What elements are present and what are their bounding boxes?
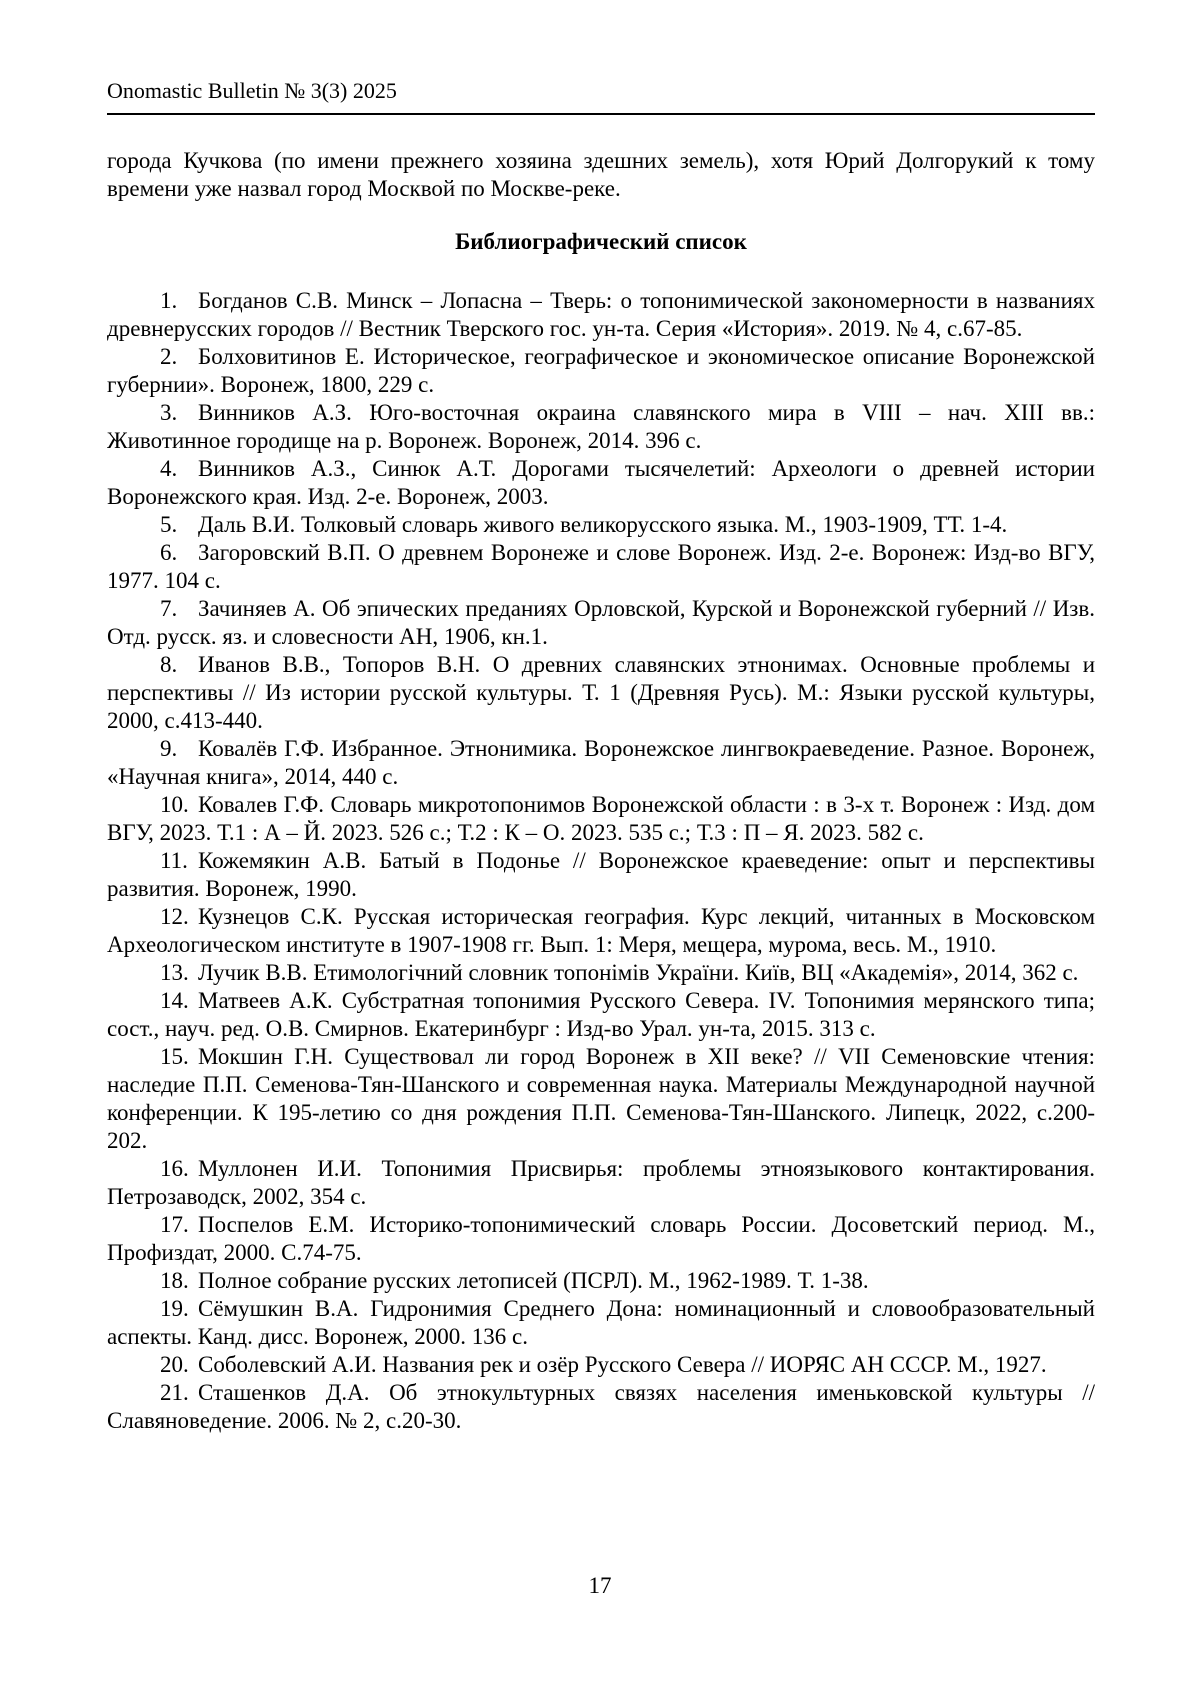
reference-number: 2.	[160, 344, 178, 369]
reference-text: Богданов С.В. Минск – Лопасна – Тверь: о топонимической закономерности в названиях древнерусских городов // Вестник Тверского гос. ун-та. Серия «История». 2019. № 4, с.67-85.	[107, 288, 1095, 341]
reference-text: Муллонен И.И. Топонимия Присвирья: проблемы этноязыкового контактирования. Петрозаводск, 2002, 354 с.	[107, 1156, 1095, 1209]
reference-number: 5.	[160, 512, 178, 537]
reference-number: 18.	[160, 1268, 189, 1293]
section-title: Библиографический список	[455, 229, 747, 254]
reference-number: 15.	[160, 1044, 189, 1069]
reference-number: 17.	[160, 1212, 189, 1237]
reference-item	[107, 903, 1095, 959]
reference-number: 16.	[160, 1156, 189, 1181]
reference-item	[107, 1295, 1095, 1351]
reference-text: Болховитинов Е. Историческое, географическое и экономическое описание Воронежской губернии». Воронеж, 1800, 229 с.	[107, 344, 1095, 397]
reference-number: 11.	[160, 848, 188, 873]
reference-item	[107, 595, 1095, 651]
reference-number: 6.	[160, 540, 178, 565]
reference-number: 3.	[160, 400, 178, 425]
reference-item	[107, 455, 1095, 511]
reference-item	[107, 287, 1095, 343]
reference-item	[107, 959, 1095, 987]
reference-item	[107, 1155, 1095, 1211]
page-number: 17	[588, 1573, 612, 1598]
reference-item	[107, 1267, 1095, 1295]
reference-item	[107, 651, 1095, 735]
reference-number: 13.	[160, 960, 189, 985]
reference-text: Полное собрание русских летописей (ПСРЛ). М., 1962-1989. Т. 1-38.	[198, 1268, 869, 1293]
reference-item	[107, 1211, 1095, 1267]
reference-text: Винников А.З. Юго-восточная окраина славянского мира в VIII – нач. XIII вв.: Животинное городище на р. Воронеж. Воронеж, 2014. 396 с.	[107, 400, 1095, 453]
reference-item	[107, 1351, 1095, 1379]
reference-number: 12.	[160, 904, 189, 929]
reference-number: 14.	[160, 988, 189, 1013]
reference-item	[107, 987, 1095, 1043]
reference-text: Загоровский В.П. О древнем Воронеже и слове Воронеж. Изд. 2-е. Воронеж: Изд-во ВГУ, 1977. 104 с.	[107, 540, 1095, 593]
reference-text: Сташенков Д.А. Об этнокультурных связях населения именьковской культуры // Славяноведение. 2006. № 2, с.20-30.	[107, 1380, 1095, 1433]
reference-item	[107, 847, 1095, 903]
reference-text: Кожемякин А.В. Батый в Подонье // Воронежское краеведение: опыт и перспективы развития. Воронеж, 1990.	[107, 848, 1095, 901]
header-rule	[107, 113, 1095, 115]
reference-text: Иванов В.В., Топоров В.Н. О древних славянских этнонимах. Основные проблемы и перспективы // Из истории русской культуры. Т. 1 (Древняя Русь). М.: Языки русской культуры, 2000, с.413-440.	[107, 652, 1095, 733]
reference-number: 10.	[160, 792, 189, 817]
reference-item	[107, 343, 1095, 399]
reference-text: Сёмушкин В.А. Гидронимия Среднего Дона: номинационный и словообразовательный аспекты. Канд. дисс. Воронеж, 2000. 136 с.	[107, 1296, 1095, 1349]
reference-text: Зачиняев А. Об эпических преданиях Орловской, Курской и Воронежской губерний // Изв. Отд. русск. яз. и словесности АН, 1906, кн.1.	[107, 596, 1095, 649]
reference-text: Винников А.З., Синюк А.Т. Дорогами тысячелетий: Археологи о древней истории Воронежского края. Изд. 2-е. Воронеж, 2003.	[107, 456, 1095, 509]
reference-number: 4.	[160, 456, 178, 481]
reference-item	[107, 1379, 1095, 1435]
reference-list	[107, 287, 1095, 1435]
reference-item	[107, 1043, 1095, 1155]
reference-item	[107, 399, 1095, 455]
reference-number: 20.	[160, 1352, 189, 1377]
reference-text: Ковалёв Г.Ф. Избранное. Этнонимика. Воронежское лингвокраеведение. Разное. Воронеж, «Научная книга», 2014, 440 с.	[107, 736, 1095, 789]
reference-number: 7.	[160, 596, 178, 621]
intro-paragraph: города Кучкова (по имени прежнего хозяина здешних земель), хотя Юрий Долгорукий к тому времени уже назвал город Москвой по Москве-реке.	[107, 148, 1095, 201]
reference-item	[107, 511, 1095, 539]
reference-number: 21.	[160, 1380, 189, 1405]
running-header: Onomastic Bulletin № 3(3) 2025	[107, 78, 397, 103]
reference-number: 1.	[160, 288, 178, 313]
reference-text: Даль В.И. Толковый словарь живого великорусского языка. М., 1903-1909, ТТ. 1-4.	[198, 512, 1008, 537]
reference-item	[107, 539, 1095, 595]
reference-text: Лучик В.В. Етимологічний словник топонімів України. Київ, ВЦ «Академія», 2014, 362 с.	[198, 960, 1079, 985]
reference-text: Ковалев Г.Ф. Словарь микротопонимов Воронежской области : в 3-х т. Воронеж : Изд. дом ВГУ, 2023. Т.1 : А – Й. 2023. 526 с.; Т.2 : К – О. 2023. 535 с.; Т.3 : П – Я. 2023. 582 с.	[107, 792, 1095, 845]
reference-number: 19.	[160, 1296, 189, 1321]
reference-number: 8.	[160, 652, 178, 677]
reference-text: Матвеев А.К. Субстратная топонимия Русского Севера. IV. Топонимия мерянского типа; сост., науч. ред. О.В. Смирнов. Екатеринбург : Изд-во Урал. ун-та, 2015. 313 с.	[107, 988, 1095, 1041]
reference-number: 9.	[160, 736, 178, 761]
reference-text: Мокшин Г.Н. Существовал ли город Воронеж в XII веке? // VII Семеновские чтения: наследие П.П. Семенова-Тян-Шанского и современная наука. Материалы Международной научной конференции. К 195-летию со дня рождения П.П. Семенова-Тян-Шанского. Липецк, 2022, с.200-202.	[107, 1044, 1095, 1153]
reference-text: Соболевский А.И. Названия рек и озёр Русского Севера // ИОРЯС АН СССР. М., 1927.	[198, 1352, 1047, 1377]
reference-item	[107, 735, 1095, 791]
reference-item	[107, 791, 1095, 847]
reference-text: Поспелов Е.М. Историко-топонимический словарь России. Досоветский период. М., Профиздат, 2000. С.74-75.	[107, 1212, 1095, 1265]
reference-text: Кузнецов С.К. Русская историческая география. Курс лекций, читанных в Московском Археологическом институте в 1907-1908 гг. Вып. 1: Меря, мещера, мурома, весь. М., 1910.	[107, 904, 1095, 957]
